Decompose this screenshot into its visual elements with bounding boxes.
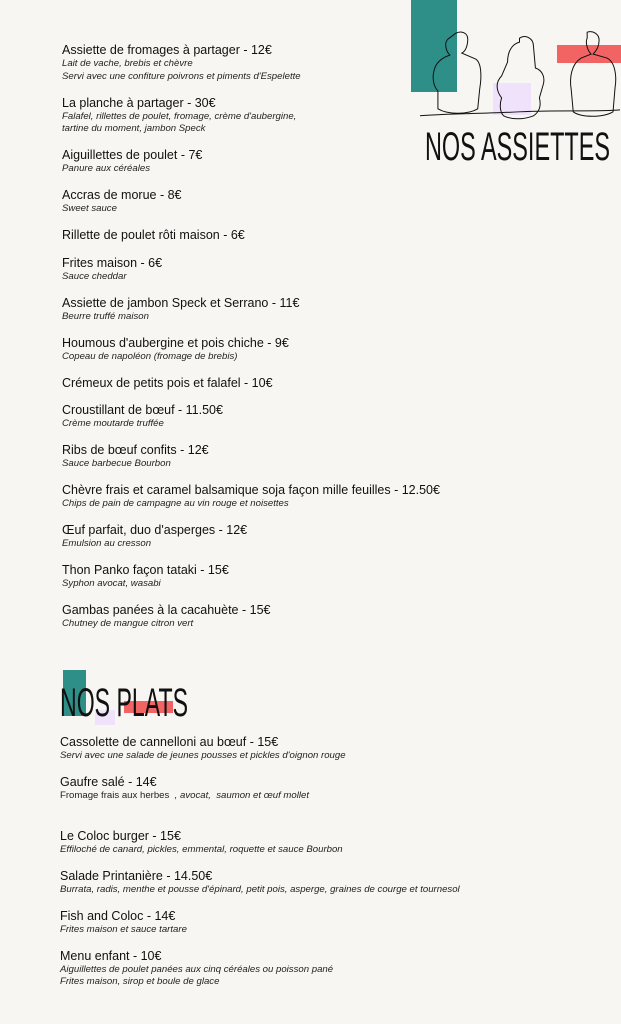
menu-item-title: Aiguillettes de poulet - 7€ xyxy=(62,148,203,162)
menu-item xyxy=(60,868,600,897)
menu-item-title: Assiette de jambon Speck et Serrano - 11€ xyxy=(62,295,300,310)
menu-item-description: Servi avec une confiture poivrons et piments d'Espelette xyxy=(62,70,301,82)
menu-item-title: Crémeux de petits pois et falafel - 10€ xyxy=(62,375,273,390)
menu-item-title: Gambas panées à la cacahuète - 15€ xyxy=(62,603,271,617)
plats-menu xyxy=(60,734,600,1000)
menu-item xyxy=(60,774,600,803)
description-italic: , avocat, saumon et œuf mollet xyxy=(174,790,310,801)
menu-item-title: Cassolette de cannelloni au bœuf - 15€ xyxy=(60,735,279,749)
menu-item-title: Houmous d'aubergine et pois chiche - 9€ xyxy=(62,335,289,350)
menu-item-description: Sauce cheddar xyxy=(62,270,127,282)
menu-item-title: Croustillant de bœuf - 11.50€ xyxy=(62,403,223,417)
menu-item-title: Thon Panko façon tataki - 15€ xyxy=(62,563,229,577)
menu-item-description: Panure aux céréales xyxy=(62,163,150,174)
menu-item-title: Salade Printanière - 14.50€ xyxy=(60,868,213,883)
menu-item-description: Aiguillettes de poulet panées aux cinq céréales ou poisson pané xyxy=(60,963,334,975)
menu-item-title: Frites maison - 6€ xyxy=(62,255,163,270)
menu-item xyxy=(62,95,602,136)
menu-item xyxy=(60,828,600,857)
section-title-assiettes: NOS ASSIETTES xyxy=(425,125,610,169)
menu-item-description: Chutney de mangue citron vert xyxy=(62,618,194,629)
menu-item-title: Gaufre salé - 14€ xyxy=(60,775,157,789)
section-title-plats: NOS PLATS xyxy=(60,681,188,725)
menu-item-description: Servi avec une salade de jeunes pousses et pickles d'oignon rouge xyxy=(60,750,346,761)
menu-item xyxy=(60,734,600,763)
menu-item xyxy=(60,908,600,937)
menu-item-description: Syphon avocat, wasabi xyxy=(62,578,161,589)
menu-item-title: Fish and Coloc - 14€ xyxy=(60,908,176,923)
menu-item-description: Crème moutarde truffée xyxy=(62,418,164,429)
menu-item-description: Effiloché de canard, pickles, emmental, roquette et sauce Bourbon xyxy=(60,843,343,855)
menu-item xyxy=(62,442,602,471)
menu-item-description: Emulsion au cresson xyxy=(62,538,152,549)
menu-item-description: Sauce barbecue Bourbon xyxy=(62,458,171,469)
menu-item-description: tartine du moment, jambon Speck xyxy=(62,123,206,134)
menu-item xyxy=(62,335,602,364)
menu-item-description: Sweet sauce xyxy=(62,203,117,214)
menu-item-title: Le Coloc burger - 15€ xyxy=(60,828,181,843)
menu-item xyxy=(62,42,602,83)
menu-item-title: Menu enfant - 10€ xyxy=(60,948,162,963)
menu-item-description: Copeau de napoléon (fromage de brebis) xyxy=(62,350,238,362)
section-title-plats-svg xyxy=(60,681,190,725)
menu-item-title: La planche à partager - 30€ xyxy=(62,95,216,110)
menu-item xyxy=(62,562,602,591)
menu-item xyxy=(62,187,602,216)
menu-item xyxy=(62,482,602,511)
menu-item-description: Falafel, rillettes de poulet, fromage, crème d'aubergine, xyxy=(62,110,297,122)
menu-item-title: Chèvre frais et caramel balsamique soja façon mille feuilles - 12.50€ xyxy=(62,483,440,497)
menu-item-description: Chips de pain de campagne au vin rouge et noisettes xyxy=(62,498,289,509)
menu-item-description: Burrata, radis, menthe et pousse d'épinard, petit pois, asperge, graines de courge et tournesol xyxy=(60,883,460,895)
description-plain: Fromage frais aux herbes xyxy=(60,790,175,801)
menu-item-description: Frites maison, sirop et boule de glace xyxy=(60,976,220,987)
menu-item xyxy=(62,255,602,284)
menu-item xyxy=(62,147,602,176)
menu-item-title: Œuf parfait, duo d'asperges - 12€ xyxy=(62,523,248,537)
menu-item-description: Beurre truffé maison xyxy=(62,310,149,322)
menu-item xyxy=(62,522,602,551)
assiettes-menu xyxy=(62,42,602,642)
menu-item xyxy=(62,295,602,324)
menu-item-description xyxy=(60,790,600,803)
menu-item-title: Rillette de poulet rôti maison - 6€ xyxy=(62,228,245,242)
menu-item xyxy=(60,948,600,989)
menu-item-title: Assiette de fromages à partager - 12€ xyxy=(62,43,272,57)
menu-item-description: Lait de vache, brebis et chèvre xyxy=(62,58,193,69)
menu-item-title: Accras de morue - 8€ xyxy=(62,188,182,202)
menu-item xyxy=(62,227,602,243)
menu-item-description: Frites maison et sauce tartare xyxy=(60,923,187,935)
menu-item xyxy=(62,402,602,431)
menu-item xyxy=(62,602,602,631)
menu-item-title: Ribs de bœuf confits - 12€ xyxy=(62,443,209,457)
menu-item xyxy=(62,375,602,391)
